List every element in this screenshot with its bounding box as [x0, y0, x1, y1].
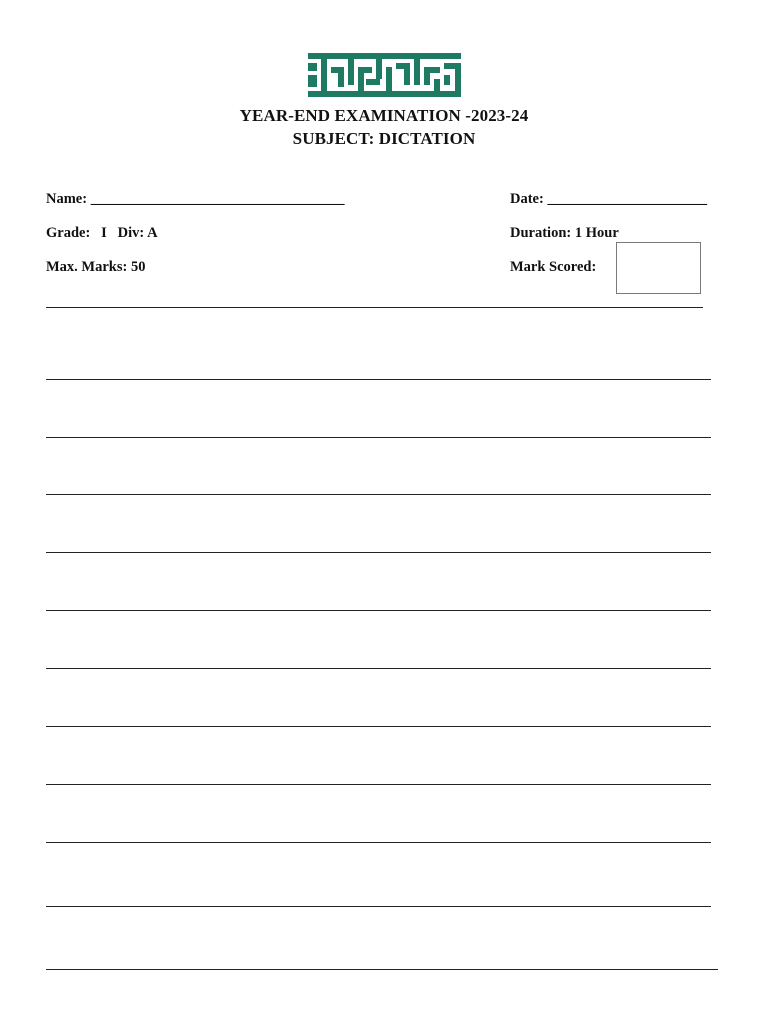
writing-line: [46, 437, 711, 438]
writing-line: [46, 610, 711, 611]
writing-line: [46, 906, 711, 907]
writing-line: [46, 726, 711, 727]
duration-label: Duration: 1 Hour: [510, 225, 619, 241]
header-divider: [46, 307, 703, 308]
mark-scored-box: [616, 242, 701, 294]
writing-line: [46, 784, 711, 785]
date-field: Date: ______________________: [510, 191, 707, 207]
name-field: Name: ___________________________________: [46, 191, 345, 207]
max-marks-label: Max. Marks: 50: [46, 259, 146, 275]
writing-line: [46, 379, 711, 380]
grade-division-label: Grade: I Div: A: [46, 225, 158, 241]
school-logo: [308, 53, 461, 97]
writing-line: [46, 552, 711, 553]
exam-title: YEAR-END EXAMINATION -2023-24: [239, 106, 529, 125]
writing-line: [46, 842, 711, 843]
writing-line: [46, 969, 718, 970]
writing-line: [46, 668, 711, 669]
writing-line: [46, 494, 711, 495]
mark-scored-label: Mark Scored:: [510, 259, 597, 275]
exam-subject: SUBJECT: DICTATION: [292, 129, 476, 148]
